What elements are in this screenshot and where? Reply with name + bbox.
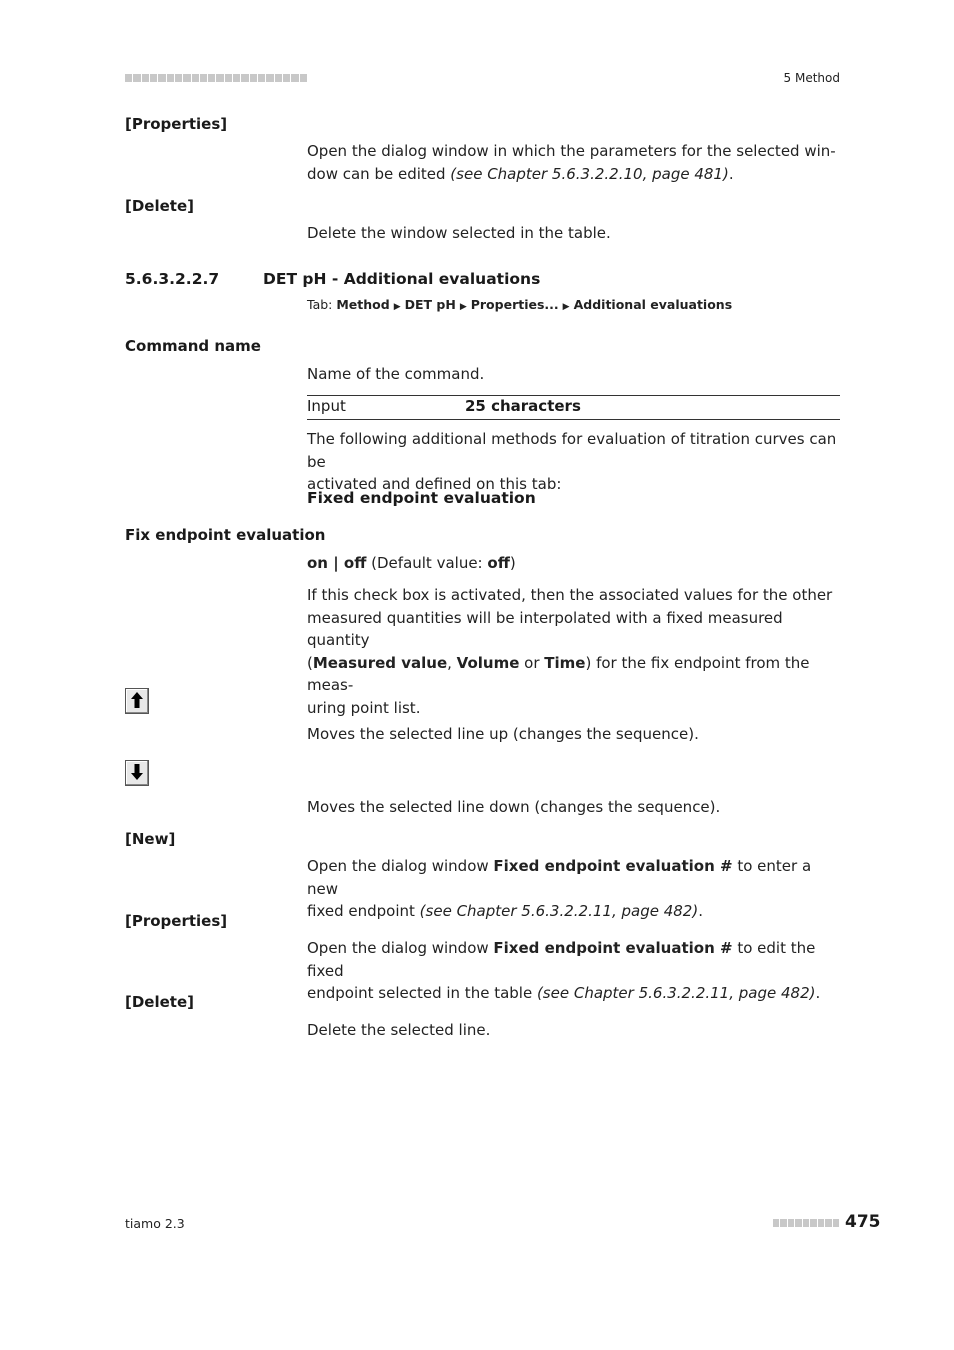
delete-label: [Delete] bbox=[125, 197, 194, 215]
triangle-right-icon: ▶ bbox=[459, 302, 467, 312]
fixed-endpoint-subheading: Fixed endpoint evaluation bbox=[307, 489, 536, 507]
fix-endpoint-values: on | off (Default value: off) bbox=[307, 554, 516, 572]
fix-endpoint-label: Fix endpoint evaluation bbox=[125, 526, 326, 544]
command-name-description: Name of the command. bbox=[307, 365, 485, 383]
chapter-reference: (see Chapter 5.6.3.2.2.11, page 482) bbox=[419, 902, 699, 920]
header-decoration bbox=[125, 74, 307, 82]
chapter-header: 5 Method bbox=[783, 71, 840, 85]
move-up-button bbox=[125, 688, 149, 714]
chapter-reference: (see Chapter 5.6.3.2.2.10, page 481) bbox=[450, 164, 729, 183]
new-label: [New] bbox=[125, 830, 176, 848]
footer-decoration bbox=[773, 1219, 839, 1227]
arrow-up-icon bbox=[130, 691, 144, 709]
new-description: Open the dialog window Fixed endpoint evaluation # to enter a new fixed endpoint (see Chapter 5.6.3.2.2.11, page 482). bbox=[307, 857, 812, 920]
tab-path: Tab: Method ▶ DET pH ▶ Properties... ▶ Additional evaluations bbox=[307, 297, 733, 312]
footer-product: tiamo 2.3 bbox=[125, 1216, 185, 1231]
intro-text: The following additional methods for evaluation of titration curves can be activated and defined on this tab: bbox=[307, 430, 837, 493]
properties2-label: [Properties] bbox=[125, 912, 228, 930]
move-down-button bbox=[125, 760, 149, 786]
section-title: DET pH - Additional evaluations bbox=[263, 270, 541, 288]
triangle-right-icon: ▶ bbox=[393, 302, 401, 312]
arrow-down-icon bbox=[130, 763, 144, 781]
triangle-right-icon: ▶ bbox=[562, 302, 570, 312]
command-name-label: Command name bbox=[125, 337, 261, 355]
section-number: 5.6.3.2.2.7 bbox=[125, 270, 220, 288]
chapter-reference: (see Chapter 5.6.3.2.2.11, page 482) bbox=[536, 984, 816, 1002]
page-number: 475 bbox=[845, 1212, 881, 1232]
fix-endpoint-description: If this check box is activated, then the associated values for the other measured quantities will be interpolated with a fixed measured quantity (Measured value, Volume or Time) for the fix endpoint from the meas- uring point list. bbox=[307, 586, 833, 717]
input-value: 25 characters bbox=[465, 397, 581, 415]
move-up-description: Moves the selected line up (changes the sequence). bbox=[307, 725, 699, 743]
properties2-description: Open the dialog window Fixed endpoint evaluation # to edit the fixed endpoint selected in the table (see Chapter 5.6.3.2.2.11, page 482). bbox=[307, 939, 821, 1002]
input-spec-table bbox=[307, 395, 840, 420]
input-label: Input bbox=[307, 397, 346, 415]
delete2-description: Delete the selected line. bbox=[307, 1021, 491, 1039]
delete2-label: [Delete] bbox=[125, 993, 194, 1011]
delete-description: Delete the window selected in the table. bbox=[307, 224, 611, 242]
properties-label: [Properties] bbox=[125, 115, 228, 133]
properties-description: Open the dialog window in which the parameters for the selected win- dow can be edited (see Chapter 5.6.3.2.2.10, page 481). bbox=[307, 142, 836, 183]
move-down-description: Moves the selected line down (changes the sequence). bbox=[307, 798, 721, 816]
